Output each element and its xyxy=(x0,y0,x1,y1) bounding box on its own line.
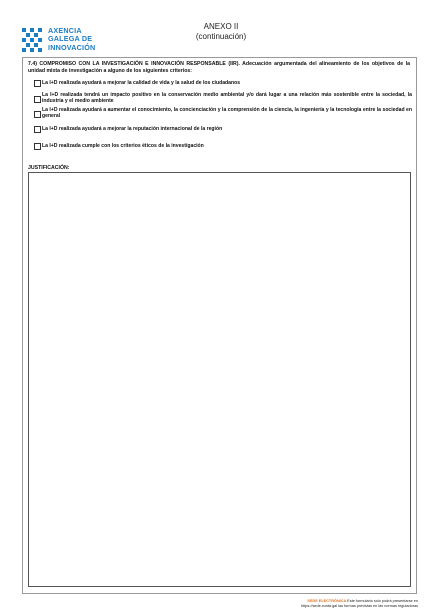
logo-line: INNOVACIÓN xyxy=(48,42,96,52)
criterion-environment xyxy=(34,92,412,105)
criterion-label: La I+D realizada ayudará a aumentar el conocimiento, la concienciación y la comprensión de la ciencia, la ingeniería y la tecnología entre la sociedad en general xyxy=(42,107,412,120)
criterion-checkbox[interactable] xyxy=(34,126,41,133)
criterion-knowledge xyxy=(34,107,412,120)
criterion-quality-of-life xyxy=(34,80,412,86)
criterion-label: La I+D realizada ayudará a mejorar la calidad de vida y la salud de los ciudadanos xyxy=(42,80,241,86)
logo-wordmark xyxy=(48,27,95,52)
criterion-label: La I+D realizada cumple con los criterios éticos de la investigación xyxy=(42,143,204,149)
criterion-ethics xyxy=(34,143,412,149)
logo-line: GALEGA DE xyxy=(48,34,93,44)
galicia-cross-icon xyxy=(20,27,44,53)
criterion-label: La I+D realizada ayudará a mejorar la reputación internacional de la región xyxy=(42,126,223,132)
criterion-reputation xyxy=(34,126,412,132)
annex-title: ANEXO II xyxy=(203,22,239,31)
criterion-checkbox[interactable] xyxy=(34,111,41,118)
justification-label: JUSTIFICACIÓN: xyxy=(28,165,70,171)
agency-logo xyxy=(20,27,104,53)
criterion-checkbox[interactable] xyxy=(34,143,41,150)
section-heading: 7.4) COMPROMISO CON LA INVESTIGACIÓN E INNOVACIÓN RESPONSABLE (IIR). Adecuación argumentada del alineamiento de los objetivos de la unidad mixta de investigación a alguno de los siguientes criterios: xyxy=(28,61,410,74)
footer-brand: SEDE ELECTRÓNICA xyxy=(307,599,347,603)
annex-subtitle: (continuación) xyxy=(195,32,247,41)
footer-note xyxy=(297,599,418,608)
annex-heading xyxy=(180,22,262,42)
justification-textarea[interactable] xyxy=(28,172,411,587)
footer-text-2: las formas previstas en las normas reguladoras xyxy=(338,603,418,608)
logo-line: AXENCIA xyxy=(48,26,82,35)
criterion-label: La I+D realizada tendrá un impacto positivo en la conservación medio ambiental y/o dará lugar a una relación más sostenible entre la sociedad, la industria y el medio ambiente xyxy=(42,92,412,105)
footer-text: Este formulario solo podrá presentarse en xyxy=(347,599,418,603)
criterion-checkbox[interactable] xyxy=(34,80,41,87)
footer-url[interactable]: https://sede.xunta.gal xyxy=(301,603,338,608)
criterion-checkbox[interactable] xyxy=(34,96,41,103)
